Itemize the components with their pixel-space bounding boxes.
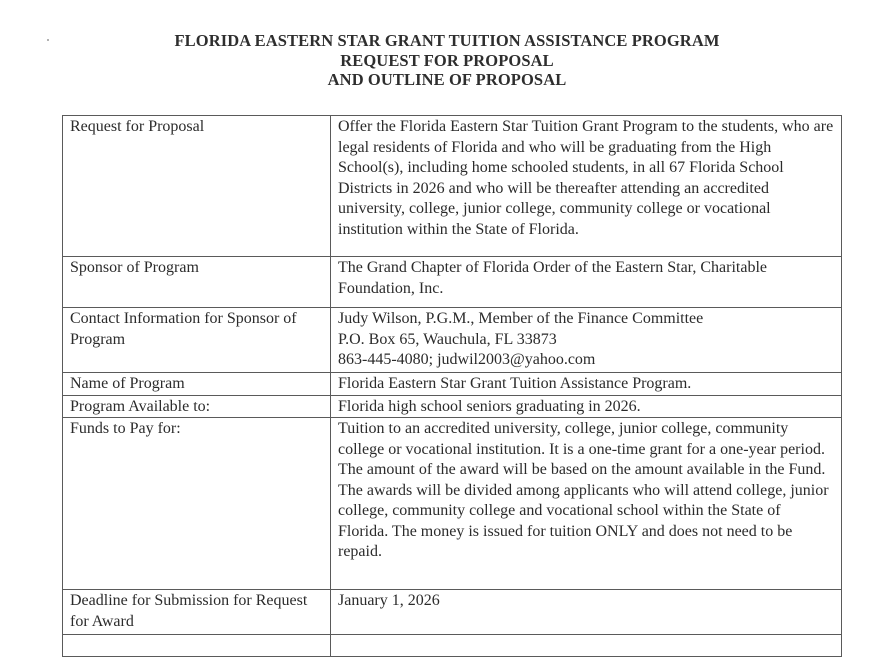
title-line-3: AND OUTLINE OF PROPOSAL xyxy=(327,70,567,89)
table-row-sponsor xyxy=(63,257,842,308)
table-row-deadline xyxy=(63,590,842,635)
table-row-name-of-program xyxy=(63,373,842,396)
row-value: Florida high school seniors graduating in 2026. xyxy=(331,395,842,418)
row-value: January 1, 2026 xyxy=(331,590,842,635)
row-label: Name of Program xyxy=(63,373,331,396)
document-title xyxy=(0,31,894,90)
row-label: Contact Information for Sponsor of Program xyxy=(63,308,331,373)
row-label: Funds to Pay for: xyxy=(63,418,331,590)
row-value: Offer the Florida Eastern Star Tuition Grant Program to the students, who are legal residents of Florida and who will be graduating from the High School(s), including home schooled students, in all 67 Florida School Districts in 2026 and who will be thereafter attending an accredited university, college, junior college, community college or vocational institution within the State of Florida. xyxy=(331,116,842,257)
row-value: Florida Eastern Star Grant Tuition Assistance Program. xyxy=(331,373,842,396)
row-value xyxy=(331,308,842,373)
row-value-empty xyxy=(331,635,842,657)
contact-phone-email-line: 863-445-4080; judwil2003@yahoo.com xyxy=(338,351,596,368)
table-row-funds-to-pay-for xyxy=(63,418,842,590)
row-label: Request for Proposal xyxy=(63,116,331,257)
table-row-cut-off xyxy=(63,635,842,657)
row-value: The Grand Chapter of Florida Order of the Eastern Star, Charitable Foundation, Inc. xyxy=(331,257,842,308)
title-line-1: FLORIDA EASTERN STAR GRANT TUITION ASSISTANCE PROGRAM xyxy=(174,31,720,50)
table-row-request-for-proposal xyxy=(63,116,842,257)
row-label: Sponsor of Program xyxy=(63,257,331,308)
proposal-outline-table xyxy=(62,115,842,657)
table-row-program-available-to xyxy=(63,395,842,418)
row-label: Program Available to: xyxy=(63,395,331,418)
row-value: Tuition to an accredited university, college, junior college, community college or vocational institution. It is a one-time grant for a one-year period. The amount of the award will be based on the amount available in the Fund. The awards will be divided among applicants who will attend college, junior college, community college and vocational school within the State of Florida. The money is issued for tuition ONLY and does not need to be repaid. xyxy=(331,418,842,590)
table-row-contact-information xyxy=(63,308,842,373)
contact-address-line: P.O. Box 65, Wauchula, FL 33873 xyxy=(338,330,557,348)
row-label-empty xyxy=(63,635,331,657)
title-line-2: REQUEST FOR PROPOSAL xyxy=(340,50,554,70)
row-label: Deadline for Submission for Request for Award xyxy=(63,590,331,635)
contact-name-line: Judy Wilson, P.G.M., Member of the Finance Committee xyxy=(338,310,704,327)
